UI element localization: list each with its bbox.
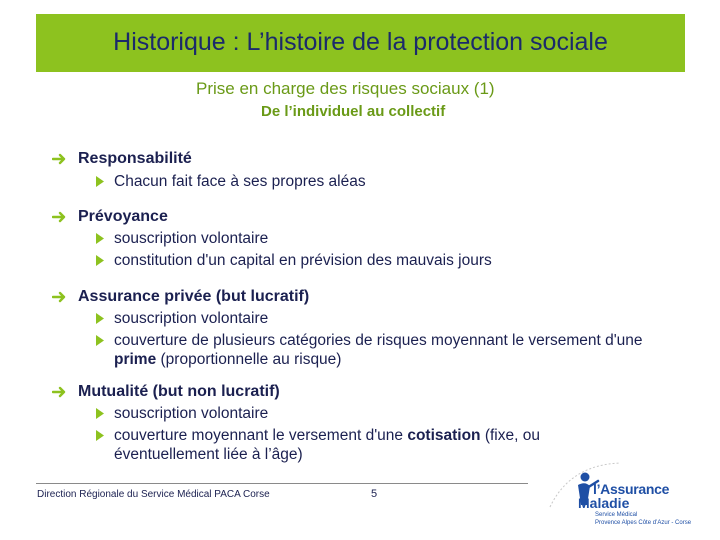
text-fragment: couverture moyennant le versement d'une [114,427,408,444]
page-title: Historique : L’histoire de la protection sociale [113,28,608,56]
assurance-maladie-logo [540,455,715,535]
arrow-right-icon [52,383,68,401]
logo-small-line1: Service Médical [595,512,638,518]
sub-item [96,404,676,423]
triangle-right-icon [96,313,104,324]
sub-item-text: souscription volontaire [114,230,269,247]
arrow-right-icon [52,208,68,226]
sub-item-text: constitution d'un capital en prévision des mauvais jours [114,252,492,269]
text-fragment: couverture de plusieurs catégories de risques moyennant le versement d'une [114,332,643,349]
footer-organization: Direction Régionale du Service Médical PACA Corse [37,489,270,500]
logo-line1: l’Assurance [593,481,670,497]
text-fragment: (fixe, ou éventuellement liée à l’âge) [114,427,540,463]
text-fragment: (proportionnelle au risque) [156,351,342,368]
triangle-right-icon [96,430,104,441]
title-bar [36,14,685,72]
logo-small-line2: Provence Alpes Côte d’Azur - Corse [595,520,692,526]
section-subsubtitle: De l’individuel au collectif [261,103,446,120]
arrow-right-icon [52,288,68,306]
sub-item-text: souscription volontaire [114,310,269,327]
logo-line2: Maladie [578,495,630,511]
triangle-right-icon [96,255,104,266]
triangle-right-icon [96,335,104,346]
sub-item-text: Chacun fait face à ses propres aléas [114,173,366,190]
footer-divider [36,483,528,484]
sub-item-text [114,331,676,369]
bullet-title: Mutualité (but non lucratif) [78,383,280,400]
triangle-right-icon [96,408,104,419]
sub-item [96,172,676,191]
sub-item [96,229,676,248]
sub-item-text: souscription volontaire [114,405,269,422]
bullet-title: Prévoyance [78,208,168,225]
bullet-title: Responsabilité [78,150,192,167]
emphasis-prime: prime [114,351,157,368]
sub-item [96,331,676,369]
triangle-right-icon [96,176,104,187]
triangle-right-icon [96,233,104,244]
sub-item [96,251,676,270]
section-subtitle-text: Prise en charge des risques sociaux (1) [196,79,495,98]
arrow-right-icon [52,150,68,168]
page-number: 5 [371,488,378,500]
bullet-title: Assurance privée (but lucratif) [78,288,310,305]
sub-item [96,309,676,328]
emphasis-cotisation: cotisation [407,427,481,444]
